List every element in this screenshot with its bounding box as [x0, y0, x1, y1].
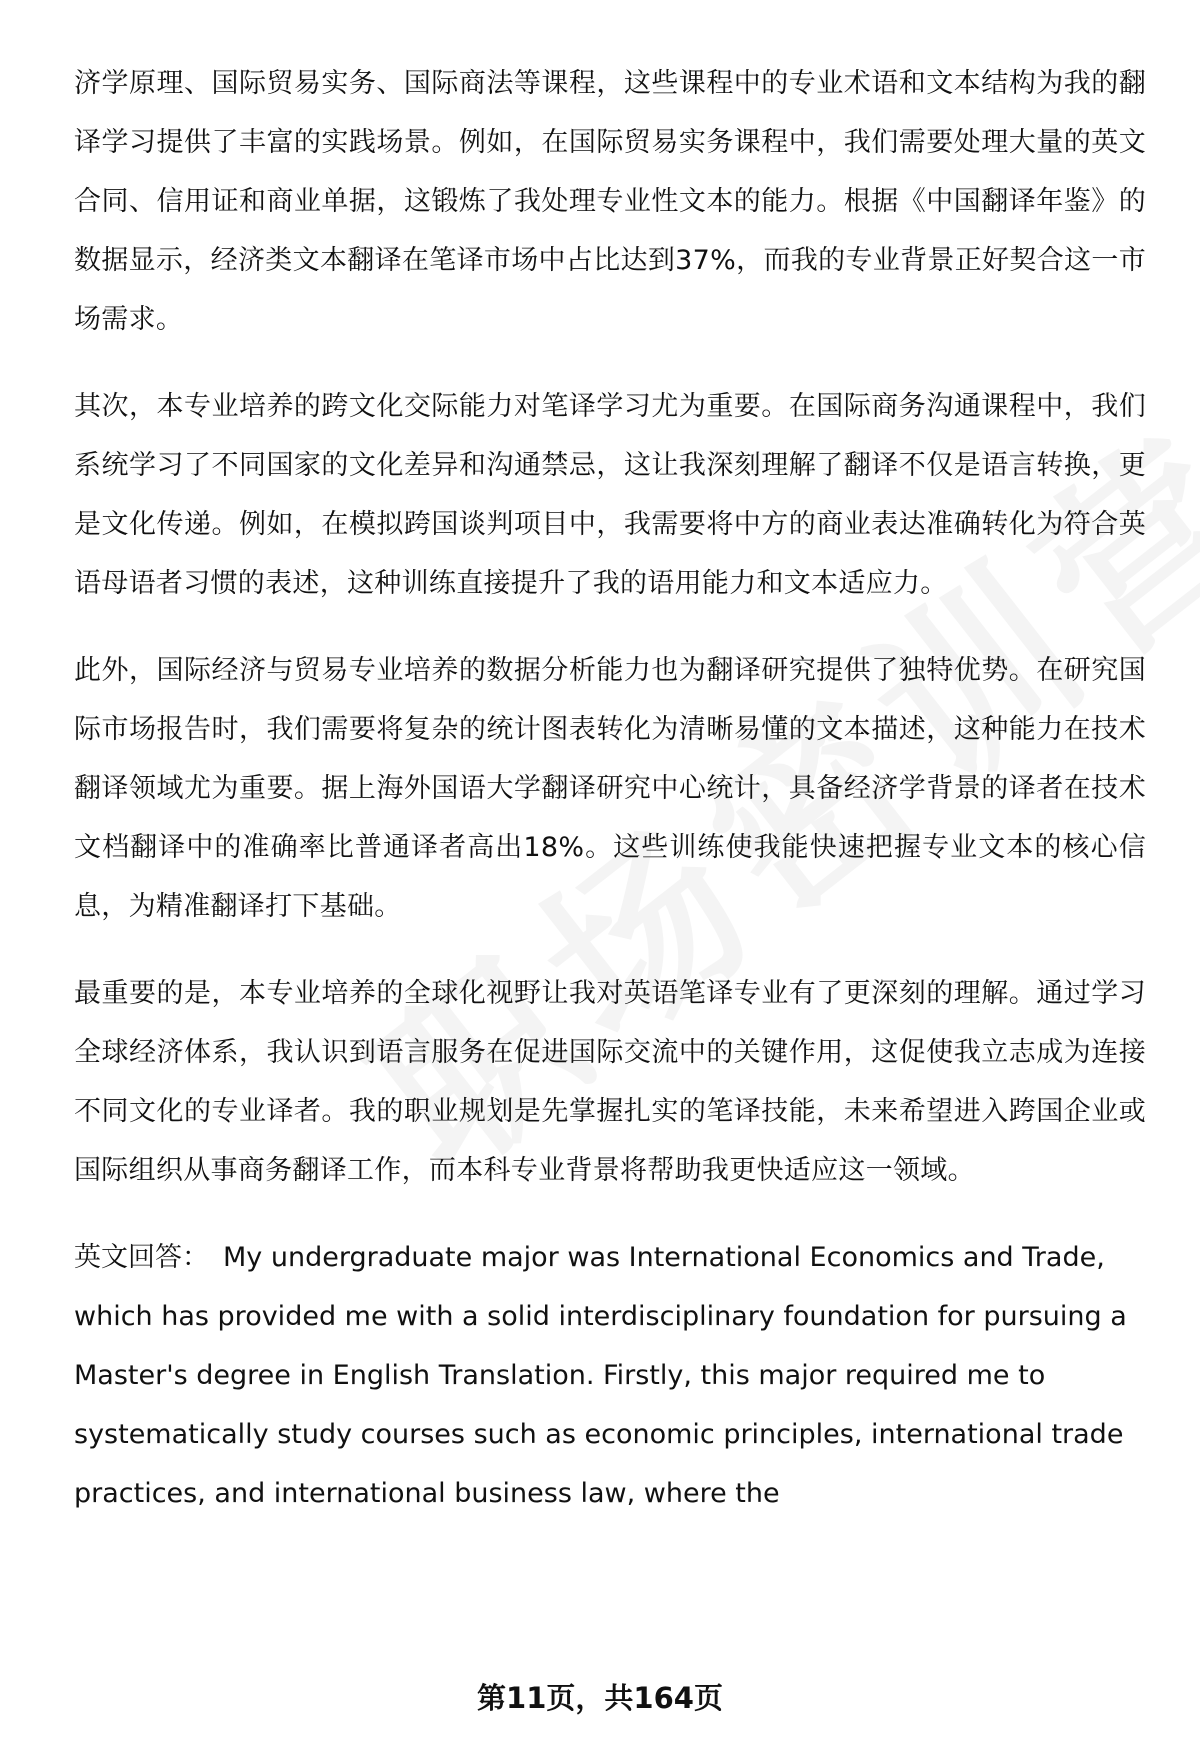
- paragraph-3: 此外，国际经济与贸易专业培养的数据分析能力也为翻译研究提供了独特优势。在研究国际市场报告时，我们需要将复杂的统计图表转化为清晰易懂的文本描述，这种能力在技术翻译领域尤为重要。据上海外国语大学翻译研究中心统计，具备经济学背景的译者在技术文档翻译中的准确率比普通译者高出18%。这些训练使我能快速把握专业文本的核心信息，为精准翻译打下基础。: [74, 655, 1146, 922]
- english-answer-label: 英文回答：: [74, 1242, 209, 1273]
- page-number-footer: 第11页，共164页: [477, 1681, 723, 1715]
- paragraph-4: 最重要的是，本专业培养的全球化视野让我对英语笔译专业有了更深刻的理解。通过学习全球经济体系，我认识到语言服务在促进国际交流中的关键作用，这促使我立志成为连接不同文化的专业译者。我的职业规划是先掌握扎实的笔译技能，未来希望进入跨国企业或国际组织从事商务翻译工作，而本科专业背景将帮助我更快适应这一领域。: [74, 978, 1146, 1186]
- paragraph-1: 济学原理、国际贸易实务、国际商法等课程，这些课程中的专业术语和文本结构为我的翻译学习提供了丰富的实践场景。例如，在国际贸易实务课程中，我们需要处理大量的英文合同、信用证和商业单据，这锻炼了我处理专业性文本的能力。根据《中国翻译年鉴》的数据显示，经济类文本翻译在笔译市场中占比达到37%，而我的专业背景正好契合这一市场需求。: [74, 68, 1146, 335]
- paragraph-2: 其次，本专业培养的跨文化交际能力对笔译学习尤为重要。在国际商务沟通课程中，我们系统学习了不同国家的文化差异和沟通禁忌，这让我深刻理解了翻译不仅是语言转换，更是文化传递。例如，在模拟跨国谈判项目中，我需要将中方的商业表达准确转化为符合英语母语者习惯的表述，这种训练直接提升了我的语用能力和文本适应力。: [74, 391, 1146, 599]
- english-answer-text: My undergraduate major was International Economics and Trade, which has provided me with a solid interdisciplinary foundation for pursuing a Master's degree in English Translation. Firstly, this major required me to systematically study courses such as economic principles, international trade practices, and international business law, where the: [74, 1242, 1127, 1509]
- english-answer-paragraph: [74, 1228, 1146, 1523]
